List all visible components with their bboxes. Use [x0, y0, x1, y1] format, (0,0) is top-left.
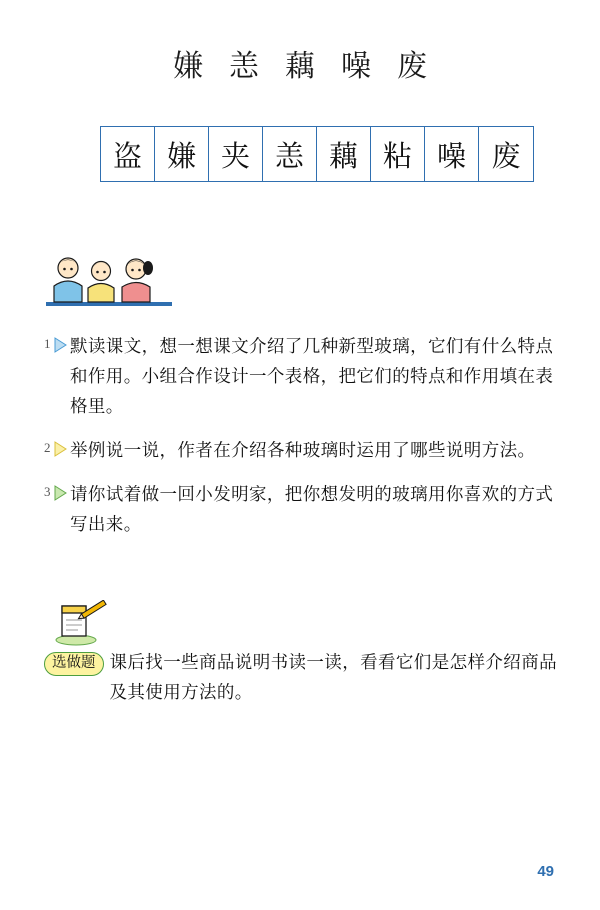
character-cell: 恙 [229, 49, 259, 84]
character-grid-cell: 夹 [209, 127, 263, 181]
exercise-text: 举例说一说，作者在介绍各种玻璃时运用了哪些说明方法。 [70, 441, 536, 461]
page-number: 49 [537, 863, 554, 880]
character-grid-cell: 恙 [263, 127, 317, 181]
character-grid-cell: 藕 [317, 127, 371, 181]
optional-task-row [44, 648, 564, 708]
optional-task-badge: 选做题 [44, 652, 104, 676]
exercise-number-label: 3 [44, 484, 51, 499]
optional-task-block [44, 600, 564, 708]
exercise-text: 请你试着做一回小发明家，把你想发明的玻璃用你喜欢的方式写出来。 [70, 485, 554, 535]
character-cell: 废 [397, 49, 427, 84]
character-cell: 藕 [285, 49, 315, 84]
exercise-number-1 [44, 332, 70, 352]
character-grid-cell: 废 [491, 138, 521, 173]
character-cell: 噪 [341, 49, 371, 84]
exercise-text: 默读课文，想一想课文介绍了几种新型玻璃，它们有什么特点和作用。小组合作设计一个表格，把它们的特点和作用填在表格里。 [70, 337, 554, 417]
exercise-item [44, 480, 564, 540]
exercise-number-2 [44, 436, 70, 456]
exercise-number-label: 2 [44, 440, 51, 455]
optional-task-text: 课后找一些商品说明书读一读，看看它们是怎样介绍商品及其使用方法的。 [109, 653, 557, 703]
arrow-marker-blue-icon [54, 337, 68, 353]
exercise-item [44, 436, 564, 466]
character-grid-cell: 噪 [425, 127, 479, 181]
exercise-number-label: 1 [44, 336, 51, 351]
character-grid-cell: 盗 [101, 127, 155, 181]
three-children-icon [44, 252, 174, 312]
arrow-marker-yellow-icon [54, 441, 68, 457]
arrow-marker-green-icon [54, 485, 68, 501]
exercise-item [44, 332, 564, 422]
character-grid-cell: 粘 [371, 127, 425, 181]
exercise-list [44, 332, 564, 554]
pencil-notebook-icon [52, 600, 112, 646]
exercise-number-3 [44, 480, 70, 500]
character-grid-cell: 嫌 [155, 127, 209, 181]
character-cell: 嫌 [173, 49, 203, 84]
character-grid [100, 126, 534, 182]
character-row-top [0, 49, 600, 84]
